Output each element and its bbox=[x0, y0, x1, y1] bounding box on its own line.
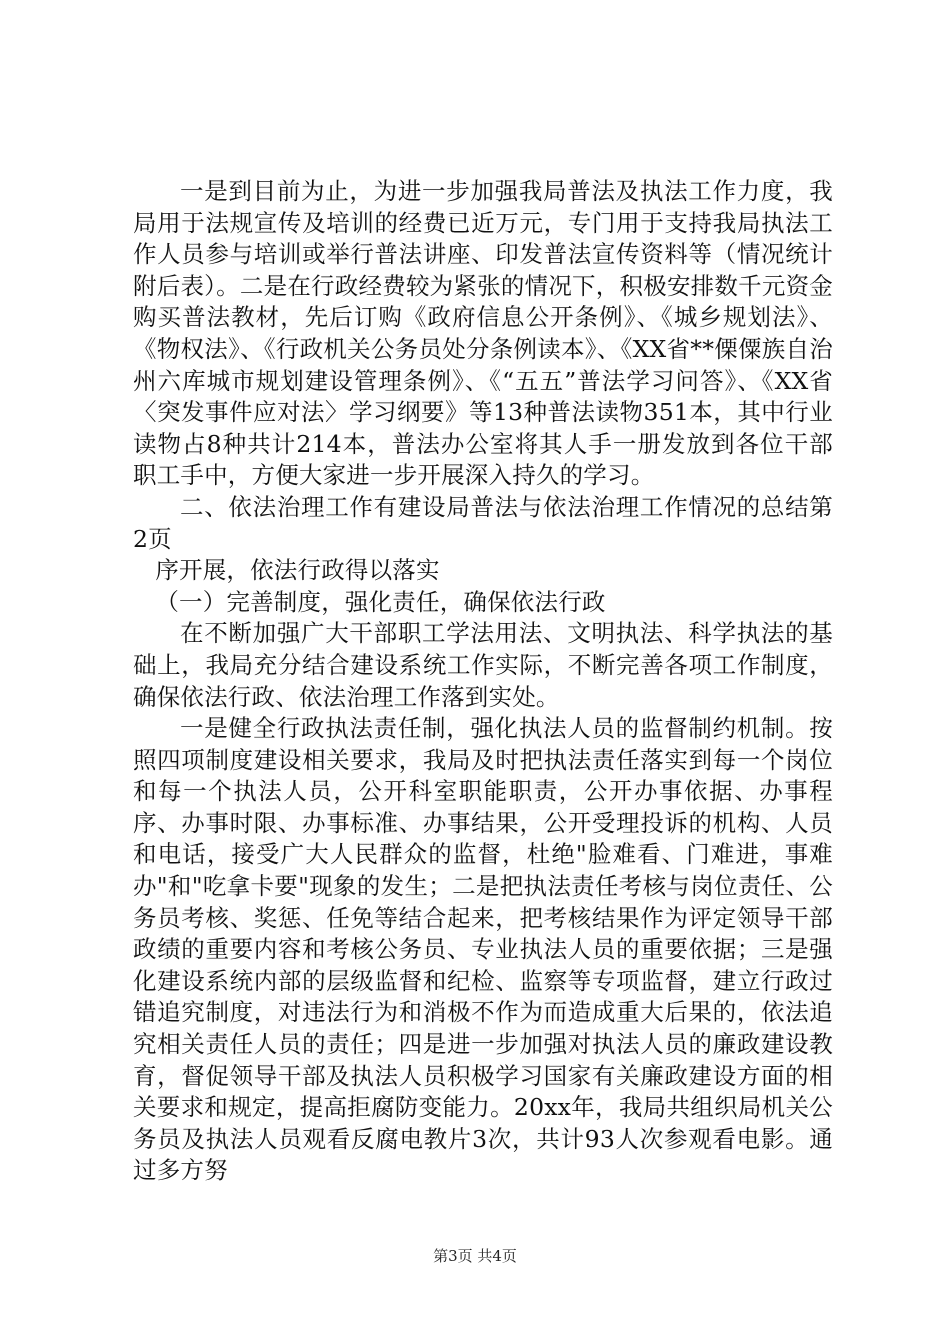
paragraph-responsibility-system: 一是健全行政执法责任制，强化执法人员的监督制约机制。按照四项制度建设相关要求，我局及时把执法责任落实到每一个岗位和每一个执法人员，公开科室职能职责，公开办事依据、办事程序、办事时限、办事标准、办事结果，公开受理投诉的机构、人员和电话，接受广大人民群众的监督，杜绝"脸难看、门难进，事难办"和"吃拿卡要"现象的发生；二是把执法责任考核与岗位责任、公务员考核、奖惩、任免等结合起来，把考核结果作为评定领导干部政绩的重要内容和考核公务员、专业执法人员的重要依据；三是强化建设系统内部的层级监督和纪检、监察等专项监督，建立行政过错追究制度，对违法行为和消极不作为而造成重大后果的，依法追究相关责任人员的责任；四是进一步加强对执法人员的廉政建设教育，督促领导干部及执法人员积极学习国家有关廉政建设方面的相关要求和规定，提高拒腐防变能力。20xx年，我局共组织局机关公务员及执法人员观看反腐电教片3次，共计93人次参观看电影。通过多方努 bbox=[133, 714, 833, 1185]
page-footer: 第3页 共4页 bbox=[433, 1247, 517, 1265]
paragraph-continuation: 序开展，依法行政得以落实 bbox=[155, 556, 440, 585]
paragraph-subsection-heading: （一）完善制度，强化责任，确保依法行政 bbox=[155, 587, 606, 616]
paragraph-funding: 一是到目前为止，为进一步加强我局普法及执法工作力度，我局用于法规宣传及培训的经费已近万元，专门用于支持我局执法工作人员参与培训或举行普法讲座、印发普法宣传资料等（情况统计附后表）。二是在行政经费较为紧张的情况下，积极安排数千元资金购买普法教材，先后订购《政府信息公开条例》、《城乡规划法》、《物权法》、《行政机关公务员处分条例读本》、《XX省**傈僳族自治州六库城市规划建设管理条例》、《“五五”普法学习问答》、《XX省〈突发事件应对法〉学习纲要》等13种普法读物351本，其中行业读物占8种共计214本，普法办公室将其人手一册发放到各位干部职工手中，方便大家进一步开展深入持久的学习。 bbox=[133, 177, 833, 490]
paragraph-section-two-heading: 二、依法治理工作有建设局普法与依法治理工作情况的总结第2页 bbox=[133, 492, 833, 553]
document-body bbox=[133, 176, 833, 1187]
paragraph-system-improvement: 在不断加强广大干部职工学法用法、文明执法、科学执法的基础上，我局充分结合建设系统工作实际，不断完善各项工作制度，确保依法行政、依法治理工作落到实处。 bbox=[133, 619, 833, 711]
